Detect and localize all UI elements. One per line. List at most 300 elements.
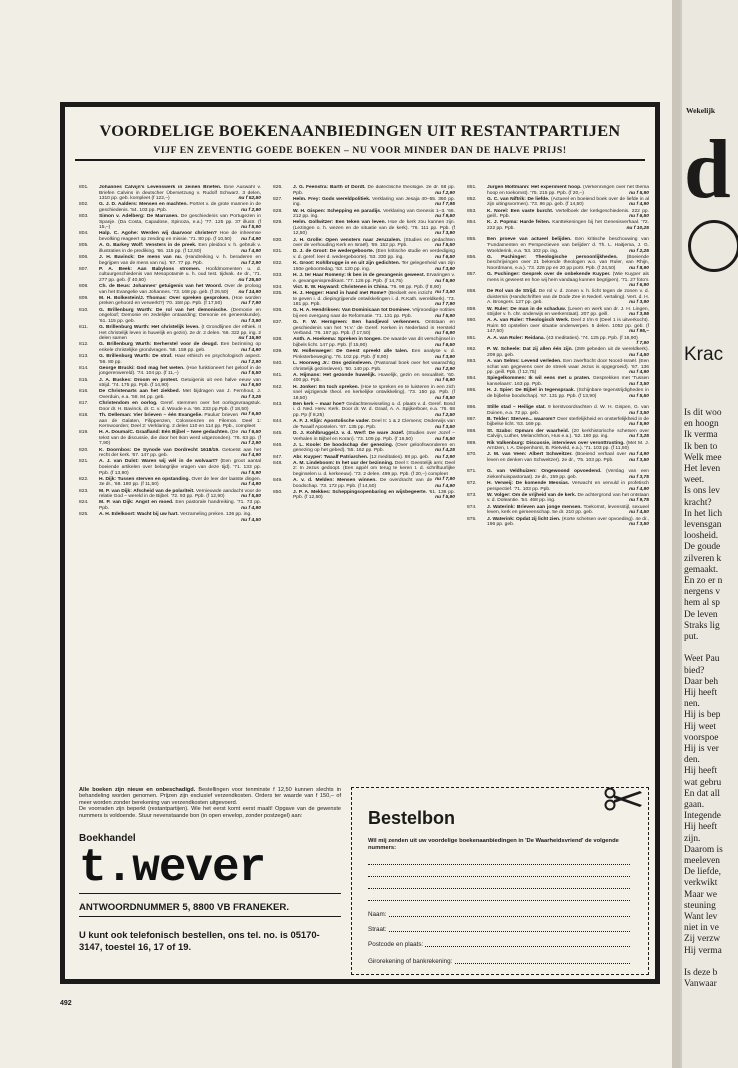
book-entry [79,389,261,400]
right-page-line: Ik verma [684,430,718,441]
book-title: H. J. Hegger: Hand in hand met Rome? [293,291,387,297]
book-entry [467,481,649,492]
numbers-line[interactable] [368,900,630,901]
book-description: '61. 136 pp. Ppb. (f 12,50) [293,489,455,501]
book-title: G. F. W. Herngreen: Een handjevol verkenners. [293,320,421,326]
book-title: H. Verweij: De komende Messias. [487,481,570,487]
numbers-line[interactable] [368,876,630,877]
book-entry [79,354,261,365]
right-page-line: meeleven [684,856,720,866]
book-title: K. Groot: Kohlbrugge in en uit zijn gedichten. [293,261,401,267]
book-price: nu f 3,90 [629,300,649,306]
book-entry [273,209,455,220]
book-description: Een pleidooi v. h. gebruik v. illustraties in de prediking. '66. 115 pp. (f 12,50) [99,243,261,254]
book-number: 866. [467,405,477,411]
book-price: nu f 6,50 [435,343,455,349]
book-title: J. Waterink: Brieven aan jonge mensen. [487,504,582,510]
book-price: nu f 4,25 [435,448,455,454]
book-entry [467,388,649,399]
book-entry [467,452,649,463]
right-page-line: Het leven [684,464,721,474]
book-price: nu f 2,90 [241,207,261,213]
book-price: nu f 5,90 [435,278,455,284]
book-price: nu f 2,90 [435,454,455,460]
book-entry [467,307,649,318]
book-title: J. A. Buskes: Droom en protest. [99,377,179,383]
book-title: P. A. Beek: Aan Babylons stromen. [99,266,201,272]
right-page-line: De goude [684,542,721,553]
book-description: Deel II: 1 & 2 Clemens; Onderwijs van de Twaalf Apostelen. '67. 135 pp. Ppb. [293,419,455,430]
book-number: 813. [79,354,89,360]
book-title: K. J. Popma: Harde feiten. [487,220,551,226]
book-description: De geschiedenis van Portugezen in Spanje. (Da Costa, Capadose, Spinoza, e.a.) '77. 125 pp. 37 illustr. (f 15,–) [99,214,261,231]
book-title: Vict. E. W. Hayward: Christenen in China. [293,284,389,290]
book-description: Portret v. de grote mannen in de geschiedenis. '54. 103 pp. Ppb. [99,202,261,213]
book-title: Rik Valkenburg: Discussie, interviews over veronttrusting. [487,440,625,446]
book-price: nu f 3,50 [629,381,649,387]
right-page-line: Ik ben to [684,441,718,452]
book-number: 856. [467,254,477,260]
book-entry [273,185,455,196]
book-title: H. Jonker: En toch spreken. [293,384,360,390]
book-description: Vernieuwde aandacht voor de relatie God – wereld in de Bijbel. '72. 93 pp. Ppb. (f 12,90) [99,488,261,500]
book-description: De achtergrond van het ontstaan v. d. Doleantie. '54. 468 pp. ing. [487,492,649,504]
book-description: Ervaringen v. e. gevangenispredikant. '77. 126 pp. Ppb. (f 14,75) [293,273,455,284]
book-number: 863. [467,358,477,364]
book-entry [273,291,455,308]
book-description: Een zwerftocht door Noord-Israël. (Een schat van gegevens over de streek waar Jezus is opgegroeid). '67. 136 pp. geill. Ppb. (f 12,75) [487,358,649,376]
book-price: nu f 5,90 [435,313,455,319]
book-title: De Christenarts aan het ziekbed. [99,389,180,395]
bookshop-label: Boekhandel [79,833,136,845]
book-description: Paulus' brieven aan de Galaten, Filippenzen, Colossenzen en Filemon. Deel 1: Kernwoorden; Deel 2: Verklaring. 2 delen 110 en 114 pp. Ppb., compleet [99,413,261,430]
book-description: Een analyse v. d. Pinksterbeweging. '76. 102 pp. Ppb. (f 8,90) [293,349,455,360]
book-number: 854. [467,220,477,226]
book-price: nu f 6,50 [435,255,455,260]
book-title: Abr. Kuyper: Twaalf Patriarchen. [293,454,369,460]
book-price: nu f 52,50 [238,196,261,202]
book-number: 827. [273,196,283,202]
book-entry [79,342,261,353]
numbers-line[interactable] [368,864,630,865]
book-title: H. A. Douma/C. Graafland: Eén Bijbel – twee gedachten. [99,430,229,436]
book-price: nu f 8,90 [629,265,649,271]
order-info-text-1: Bestellingen voor tenminste f 12,50 kunnen slechts in behandeling worden genomen. Prijzen zijn exclusief verzendkosten. Orders ter waarde van f 150,– of meer worden zonder berekening van verzendkosten uitgevoerd. [79,787,341,806]
divider [79,916,341,917]
right-page-line: De leven [684,609,718,620]
book-number: 836. [273,308,283,314]
book-title: D. J. Kohlbrugge/J. v. d. Werf: De ware Jozef. [293,431,405,437]
book-description: (Een kritische studie en verdediging v. d. geref. leer d. wedergeboorte). '53. 330 pp. ing. [293,249,455,260]
book-entry [79,325,261,342]
book-entry [467,469,649,480]
book-entry [79,366,261,377]
book-number: 832. [273,261,283,267]
book-number: 868. [467,428,477,434]
book-number: 857. [467,272,477,278]
book-description: (Handreiking v. h. beraderen en begrijpen van de mens van nu). '67. 77 pp. Ppb. [99,255,261,266]
book-entry [273,455,455,461]
book-number: 837. [273,320,283,326]
right-page-line: Hij heeft [684,766,718,777]
right-page-line: hem al sp [684,598,720,609]
book-description: (De tekst van de discussie, die door het Ikon werd uitgezonden). '76. 63 pp. (f 7,90) [99,430,261,447]
book-number: 861. [467,335,477,341]
book-entry [467,429,649,440]
book-number: 817. [79,401,89,407]
book-description: (Actueel en boeiend boek over de liefde in al zijn uitingsvormen). '73. 86 pp. geb. (f 14,50) [487,196,649,208]
book-number: 865. [467,388,477,394]
book-number: 852. [467,196,477,202]
book-entry [467,359,649,376]
book-entry [273,419,455,430]
book-entry [467,289,649,306]
book-number: 808. [79,284,89,290]
book-title: J. L. Koole: De boodschap der genezing. [293,442,394,448]
book-title: W. Ruler: De man in de schaduw. [487,306,566,312]
book-number: 811. [79,325,89,330]
order-info-bold: Alle boeken zijn nieuw en onbeschadigd. [79,787,196,793]
book-description: (Schijnbare tegenstrijdigheden in de bijbelse boodschap). '67. 131 pp. Ppb. (f 13,90) [487,388,649,399]
book-price: nu f 3,90 [435,266,455,272]
book-title: M. H. Bolkestein/J. Thomas: Over spreken gesproken. [99,295,230,301]
book-title: J. P. A. Mekkes: Scheppingsopenbaring en wijsbegeerte. [293,489,427,495]
book-title: A. M. Lindeboom: In het uur der bezinning. [293,460,394,466]
right-page-line: Want lev [684,912,718,922]
book-description: Huwelijk, gezin en sexualiteit. '60. 400 pp. Ppb. [293,372,455,384]
book-price: nu f 2,90 [241,359,261,365]
right-page-line: gemaakt. [684,564,719,575]
book-number: 805. [79,243,89,249]
book-price: nu f 4,90 [435,483,455,489]
book-number: 851. [467,185,477,190]
book-price: nu f 15,90 [238,336,261,342]
order-info [79,787,341,979]
book-entry [273,273,455,284]
book-title: H. Dijk: Tussen sterven en opstanding. [99,476,190,482]
book-number: 835. [273,291,283,297]
book-entry [79,255,261,266]
right-page-line: Hij verma [684,945,722,956]
field-line [368,931,630,932]
book-price: nu f 4,90 [629,202,649,208]
name-field[interactable] [368,908,630,918]
book-price: nu f 3,75 [629,474,649,480]
book-number: 829. [273,220,283,226]
book-number: 841. [273,372,283,378]
book-offer-ad [60,102,660,984]
book-description: Een kritische beschouwing van 'Fundamenten en Perspectieven van belijden' d. Th. L. Haitjema, J. G. Woelderink, e.a. '53. 102 pp. ing. [487,237,649,254]
book-entry [273,385,455,402]
book-price: nu f 2,90 [241,260,261,266]
right-page-line: gaan. [684,800,705,810]
book-description: De waarde van dit verschijnsel in bijbels licht. 147 pp. Ppb. (f 15,90) [293,337,455,349]
book-title: G. Brillenburg Wurth: Eerherstel voor de deugd. [99,342,218,348]
book-price: nu f 2,90 [241,441,261,447]
book-entry [273,337,455,348]
book-description: Met bijdragen van J. Fernhout, J. Overduin, e.a. '58. 84 pp. geb. [99,389,261,400]
book-description: Over sterfelijkheid en onsterfelijkheid in de bijbelse licht. '63. 169 pp. [487,416,649,428]
book-price: nu f 2,90 [435,366,455,372]
book-number: 845. [273,431,283,437]
order-conditions [79,787,341,819]
right-page-line: wat gebru [684,777,722,788]
book-price: nu f 5,50 [435,243,455,249]
book-description: Vertelboek der kerkgeschiedenis. 222 pp. geill.. Ppb. [487,208,649,220]
book-entry [79,243,261,254]
book-price: nu f 4,50 [629,510,649,516]
book-number: 804. [79,231,89,237]
book-price: nu f 4,90 [629,370,649,376]
book-price: nu f 3,90 [435,354,455,360]
book-description: (Studies en gedachten over de verhouding Kerk en Israël). '69. 152 pp. Ppb. [293,237,455,249]
book-number: 847. [273,454,283,460]
right-page-line: Is ons lev [684,486,720,497]
book-title: B. Telder: Sterven... waarom? [487,416,556,422]
book-column-2 [273,185,455,775]
book-entry [79,459,261,476]
right-page-line: Hij heeft [684,822,718,833]
book-title: G. C. van Niftrik: De liefde. [487,196,550,202]
book-price: nu f 7,90 [241,301,261,307]
book-description: Verklaring van Genesis 1–3. '66. 212 pp. ing. [293,208,455,220]
book-description: Vrijmoedige notities bij een overgang naar de Reformatie. '71. 131 pp. Ppb. [293,308,455,319]
book-description: Toekomst, levensstijl, sexueel leven, kerk en gemeenschap. 5e dr. 210 pp. geb. [487,504,649,516]
book-title: W. H. Gispen: Schepping en paradijs. [293,208,382,214]
right-page-line: weet. [684,475,705,486]
right-page [680,0,738,1068]
book-number: 848. [273,460,283,466]
book-title: A. J. van Dulst: Waren wij wèl in de wolvaart? [99,459,218,465]
book-description: (Hoe worden preken gehoord en verwerkt?) '70. 158 pp. Ppb. (f 17,50) [99,295,261,307]
book-entry [79,202,261,213]
street-field[interactable] [368,923,630,933]
account-field[interactable] [368,955,630,965]
right-page-line: Daar beh [684,676,719,687]
right-page-line: zijn. [684,833,701,844]
book-price: nu f 95,– [629,329,649,335]
book-description: (Boeiend verhaal over leven en denken van Schweitzer). 2e dr., '75. 103 pp. Ppb. [487,452,627,463]
book-title: A. A. van Ruler: Theologisch Werk. [487,318,570,324]
book-number: 859. [467,306,477,312]
book-entry [79,284,261,295]
right-page-line: In het lich [684,508,723,519]
book-description: Gedachtenwisseling o. d. plaats v. d. Geref. Bond i. d. Ned. Herv. Kerk. Door dr. W. d. Graaf, A. A. Spijkerboer, e.a. '76. 68 pp. Pp (f 8,25) [293,401,455,419]
book-title: Christendom en oorlog. [99,401,158,407]
book-price: nu f 4,90 [241,482,261,488]
book-number: 821. [79,459,89,465]
book-entry [467,417,649,428]
book-number: 872. [467,481,477,487]
book-number: 849. [273,478,283,484]
postcode-city-field[interactable] [368,938,630,948]
book-number: 816. [79,389,89,395]
book-price: nu f 6,50 [241,383,261,389]
book-entry [467,405,649,416]
book-title: H. J. ter Haar Romeny: Ik ben in de gevangenis geweest. [293,273,425,279]
book-description: '76. 98 pp. Ppb. (f 8,90) [389,284,441,290]
book-title: A. A. van Ruler: Reidana. [487,335,545,341]
book-entry [273,478,455,489]
book-number: 822. [79,476,89,482]
ad-subtitle: VIJF EN ZEVENTIG GOEDE BOEKEN – NU VOOR MINDER DAN DE HALVE PRIJS! [153,145,567,156]
answer-number-address: ANTWOORDNUMMER 5, 8800 VB FRANEKER. [79,902,290,914]
book-entry [273,238,455,249]
field-line [368,916,630,917]
book-entry [273,349,455,360]
book-description: (Verslag van een ziekenhuispastoraat). 2e dr., 159 pp. geb. [487,469,649,480]
book-number: 875. [467,516,477,522]
book-title: A. F. J. Klijn: Apostolische vader. [293,419,371,425]
book-column-3 [467,185,649,775]
book-entry [79,500,261,511]
book-description: Deel 2 t/m 6 (Deel 1 is uitverkocht). Ruim 50 opstellen over situatie onderwerpen. 5 delen. 1052 pp. geb. (f 147,50) [487,318,649,335]
book-description: (Pastoraal boek over het waarachtig christelijk gezinsleven). '50. 140 pp. Ppb. [293,361,455,372]
book-description: Getuigenis uit een halve eeuw van strijd. '74. 175 pp. Ppb. (f 14,90) [99,377,261,389]
right-page-heading: Krac [684,344,724,365]
book-number: 860. [467,318,477,324]
book-entry [273,443,455,454]
book-title: G. Brillenburg Wurth: De rol van het demonische. [99,307,228,313]
book-price: nu f 5,50 [629,393,649,399]
book-description: Hoe de kerk zou kunnen zijn. (Lezingen o. h. wezen en de situatie van de kerk). '76. 111 pp. Ppb. (f 12,50) [293,220,455,237]
book-description: Deel I: Geestelijk arm; Deel 2: In Jezus gedoopt. (Een appèl om terug te keren t. d. schriftuurlijke beginselen u. d. kerkeeuw). '73. 2 delen. 499 pp. Ppb. (f 20,–) compleet [293,460,455,477]
right-page-line: De liefde, [684,867,721,878]
book-description: (Een groot aantal boeiende artikelen over belangrijke vragen van deze tijd). '71. 133 pp. Ppb. (f 13,90) [99,459,261,476]
divider [75,159,645,161]
book-price: nu f 6,90 [435,331,455,337]
book-entry [273,220,455,237]
book-price: nu f 8,50 [435,395,455,401]
book-entry [273,249,455,260]
book-number: 807. [79,266,89,272]
numbers-line[interactable] [368,888,630,889]
book-entry [273,373,455,384]
right-page-line: Hij weet [684,721,717,732]
book-title: J. H. Grolle: Open vensters naar Jeruzalem. [293,237,402,243]
book-price: nu f 5,90 [435,495,455,501]
book-entry [79,214,261,231]
book-price: nu f 4,90 [241,453,261,459]
book-price: nu f 6,50 [241,412,261,418]
right-page-line: Welk mee [684,452,722,463]
book-description: De rol v. d. zonen v. h. licht tegen de zonen v. d. duisternis (Handschriften van de Dode Zee in Nederl. vertaling). Vert. d. H. A. Brongers. 127 pp. geb. [487,289,649,306]
book-description: Hoe de inheemse bevolking reageert op zending en missie. '71. 80 pp. (f 10,50) [99,231,261,242]
book-title: Anth. A. Hoekema: Spreken in tongen. [293,337,382,343]
book-entry [467,237,649,254]
book-price: nu f 7,90 [435,302,455,308]
book-entry [467,505,649,516]
book-price: nu f 5,90 [629,190,649,196]
book-column-1 [79,185,261,775]
right-page-line: Is dit woo [684,408,722,418]
book-description: (Demonie en ongeloof; Demonie en zedelijke ontaarding; Demonie en geneeskunde). '61. 115 pp. geb. [99,307,261,324]
right-page-line: Vanwaar [684,979,717,990]
book-number: 830. [273,237,283,243]
book-number: 842. [273,384,283,390]
book-number: 867. [467,416,477,422]
book-description: (289 gebeden uit de wereldkerk). 209 pp. geb. [487,347,649,358]
book-number: 826. [273,185,283,190]
ad-title: VOORDELIGE BOEKENAANBIEDINGEN UIT RESTANTPARTIJEN [99,121,621,140]
book-description: (Hoe funktioneert het geloof in de jongerenwereld). '74. 104 pp. (f 11,–) [99,365,261,377]
book-entry [273,361,455,372]
book-entry [467,197,649,208]
book-number: 869. [467,440,477,446]
book-description: (Wie Kuyper als mens is geweest en hoe wij hem vandaag kunnen begrijpen). '71. 27 foto's [487,272,649,283]
book-description: (Studies over Jozef – Verhalen in Bijbel en Koran). '73. 109 pp. Ppb. (f 16,50) [293,431,455,442]
book-title: Helm. Frey: Gods wereldpolitiek. [293,196,371,202]
coupon-intro: Wil mij zenden uit uw voordelige boekenaanbiedingen in 'De Waarheidsvriend' de volgende nummers: [368,838,619,851]
book-number: 843. [273,401,283,407]
book-price: nu f 2,90 [435,190,455,196]
book-title: L. Hoorweg Jr.: Ons gezinsleven. [293,361,373,367]
book-price: nu f 7,95 [435,202,455,208]
book-title: G. H. A. Hendriksen: Van Dominicaan tot Dominee. [293,308,411,314]
book-title: J. H. Bavinck: De mens van nu. [99,255,183,260]
account-label: Girorekening of bankrekening: [368,958,453,965]
right-page-line: Is deze b [684,968,718,978]
book-number: 873. [467,492,477,498]
postcode-city-label: Postcode en plaats: [368,941,424,948]
book-description: Een pastorale handreiking. '71. 73 pp. Ppb. [99,500,261,511]
name-label: Naam: [368,911,387,918]
book-title: J. M. van Veen: Albert Schweitzer. [487,452,573,458]
book-entry [273,490,455,501]
book-title: George Brucki: God mag het weten. [99,365,185,371]
book-number: 824. [79,500,89,506]
book-number: 870. [467,452,477,458]
book-title: St. Szabo: Opmars der waarheid. [487,428,570,434]
book-title: A. v. d. Melden: Mensen winnen. [293,478,377,484]
book-entry [467,209,649,220]
book-description: (Korte schetsen over opvoeding). 4e dr., 196 pp. geb. [487,516,649,528]
book-price: nu f 3,95 [629,312,649,318]
right-page-line: nergens v [684,587,721,598]
book-description: (Hoe te spreken en te luisteren in een zich snel wijzigende theol. en kerkelijke ontwikkeling). '73. 150 pp. Ppb. (f 18,50) [293,384,455,401]
book-number: 844. [273,419,283,425]
order-coupon[interactable] [351,787,649,975]
book-description: (Met M. J. Arntzen, I. A. Diepenhorst, B. Rietveld, e.a.). '71. 103 pp. (f 11,50) [487,440,649,452]
book-description: (Bedoelt een inzicht te geven i. d. diepingrijpende ontwikkelingen i. d. R.Kath. wereldkerk). '73. 181 pp. Ppb. [293,291,455,308]
book-description: (12 meditaties). 88 pp. geb. [369,454,430,460]
book-price: nu f 6,50 [241,429,261,435]
book-title: W. Volger: Om de vrijheid van de kerk. [487,492,577,498]
right-page-line: den. [684,755,700,766]
book-number: 831. [273,249,283,255]
book-number: 838. [273,337,283,343]
book-entry [273,308,455,319]
book-entry [273,402,455,419]
book-entry [467,272,649,289]
book-entry [273,197,455,208]
book-description: Ontstaan en geschiedenis van het 'H.V.' de Geref. Kerken in Nederland in Hersteld Verband. '76. 167 pp. Ppb. (f 17,50) [293,320,455,337]
book-entry [79,185,261,202]
book-entry [467,335,649,347]
book-number: 823. [79,488,89,494]
right-page-line: loosheid. [684,531,719,542]
right-page-line: Integende [684,811,721,822]
book-number: 814. [79,365,89,371]
right-page-line: niet in ve [684,923,719,934]
right-page-line: bied? [684,665,705,676]
book-entry [467,318,649,335]
book-entry [79,489,261,500]
book-description: (I Grondlijnen der ethiek. II Het christelijk leven in huwelijk en gezin). 2e dr. 2 delen. '66. 322 pp. ing. 2 delen samen [99,325,261,342]
book-number: 806. [79,255,89,260]
book-price: nu f 4,90 [629,486,649,492]
book-entry [273,431,455,442]
